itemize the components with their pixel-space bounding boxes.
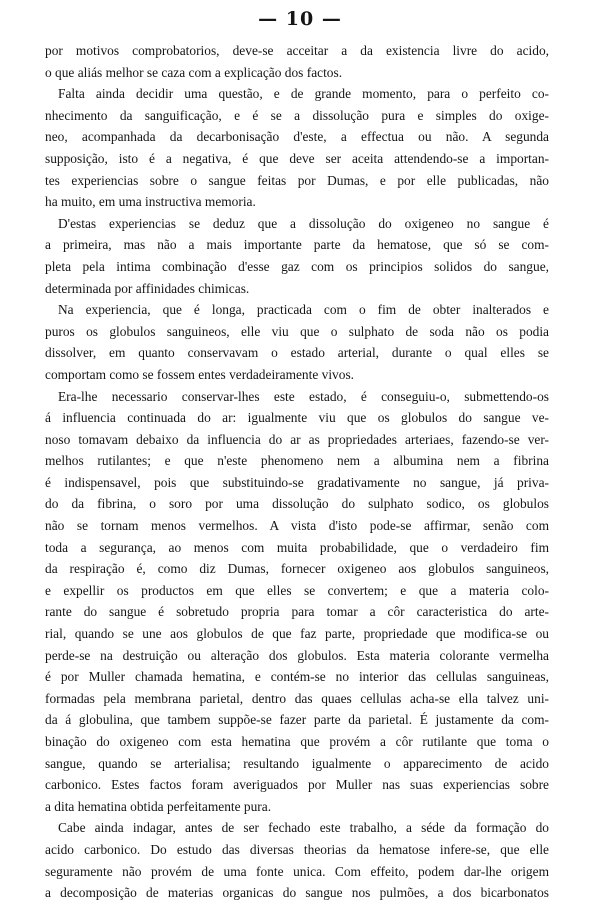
text-line: a decomposição de materias organicas do sangue nos pulmões, a dos bicarbonatos	[45, 885, 549, 901]
text-line: rial, quando se une aos globulos de que faz parte, propriedade que modifica-se ou	[45, 626, 549, 642]
text-line: supposição, isto é a negativa, é que deve ser aceita attendendo-se a importan-	[45, 150, 549, 166]
text-line: por motivos comprobatorios, deve-se acceitar a da existencia livre do acido,	[45, 43, 549, 58]
text-line: Falta ainda decidir uma questão, e de grande momento, para o perfeito co-	[58, 86, 549, 102]
text-line: sangue, quando se arterialisa; resultando igualmente o apparecimento de acido	[45, 755, 549, 771]
text-line: a primeira, mas não a mais importante parte da hematose, que só se com-	[45, 237, 549, 253]
text-line: Era-lhe necessario conservar-lhes este estado, é conseguiu-o, submettendo-os	[58, 388, 549, 404]
paragraph	[45, 83, 549, 213]
text-line: o que aliás melhor se caza com a explicação dos factos.	[45, 64, 343, 80]
text-line: formadas pela membrana parietal, dentro das quaes cellulas acha-se ella talvez uni-	[45, 690, 549, 706]
text-line: dissolver, em quanto conservavam o estado arterial, durante o qual elles se	[45, 345, 549, 361]
text-line: comportam como se fossem entes verdadeiramente vivos.	[45, 366, 355, 382]
paragraph	[45, 817, 549, 903]
text-line: toda a segurança, ao menos com muita probabilidade, que o verdadeiro fim	[45, 539, 549, 555]
text-line: do da fibrina, o soro por uma dissolução do sulphato sodico, os globulos	[45, 496, 549, 512]
text-line: acido carbonico. Do estudo das diversas theorias da hematose infere-se, que elle	[45, 841, 549, 857]
text-line: carbonico. Estes factos foram averiguados por Muller nas suas experiencias sobre	[45, 777, 549, 793]
text-line: neo, acompanhada da decarbonisação d'este, a effectua ou não. A segunda	[45, 129, 549, 145]
paragraph	[45, 213, 549, 299]
text-line: da respiração é, como diz Dumas, fornecer oxigeneo aos globulos sanguineos,	[45, 561, 549, 577]
text-line: pleta pela intima combinação d'esse gaz com os principios solidos do sangue,	[45, 258, 549, 274]
text-line: nhecimento da sanguificação, e é se a dissolução pura e simples do oxige-	[45, 107, 549, 123]
text-line: melhos rutilantes; e que n'este phenomeno nem a albumina nem a fibrina	[45, 453, 549, 469]
text-line: á influencia continuada do ar: igualmente viu que os globulos do sangue ve-	[45, 410, 549, 426]
text-line: não se tornam menos vermelhos. A vista d'isto pode-se affirmar, senão com	[45, 518, 549, 534]
page-number-header: — 10 —	[258, 8, 342, 30]
text-line: D'estas experiencias se deduz que a dissolução do oxigeneo no sangue é	[58, 215, 549, 231]
text-line: determinada por affinidades chimicas.	[45, 280, 250, 296]
text-line: ha muito, em uma instructiva memoria.	[45, 194, 256, 210]
paragraph	[45, 299, 549, 385]
text-line: puros os globulos sanguineos, elle viu que o sulphato de soda não os podia	[45, 323, 549, 339]
text-line: rante do sangue é sobretudo propria para tomar a côr caracteristica do arte-	[45, 604, 549, 620]
text-line: e expellir os productos em que elles se convertem; e que a materia colo-	[45, 582, 549, 598]
text-line: binação do oxigeneo com esta hematina que provém a côr rutilante que toma o	[45, 734, 549, 749]
text-line: é por Muller chamada hematina, e contém-se no interior das cellulas sanguineas,	[45, 669, 549, 685]
text-line: seguramente não provém de uma fonte unica. Com effeito, podem dar-lhe origem	[45, 863, 549, 879]
paragraph	[45, 40, 549, 83]
text-line: tes experiencias sobre o sangue feitas por Dumas, e por elle publicadas, não	[45, 172, 549, 188]
text-line: perde-se na destruição ou alteração dos globulos. Esta materia colorante vermelha	[45, 647, 549, 663]
page-body	[45, 40, 549, 904]
text-line: noso tomavam debaixo da influencia do ar as propriedades arteriaes, fazendo-se ver-	[45, 431, 549, 447]
text-line: da á globulina, que tambem suppõe-se fazer parte da parietal. É justamente da com-	[45, 712, 549, 728]
text-line: é indispensavel, pois que substituindo-se gradativamente no sangue, já priva-	[45, 474, 549, 490]
paragraph	[45, 386, 549, 818]
text-line: Na experiencia, que é longa, practicada com o fim de obter inalterados e	[58, 302, 549, 318]
text-line: Cabe ainda indagar, antes de ser fechado este trabalho, a séde da formação do	[58, 820, 549, 836]
text-line: a dita hematina obtida perfeitamente pura.	[45, 798, 272, 814]
